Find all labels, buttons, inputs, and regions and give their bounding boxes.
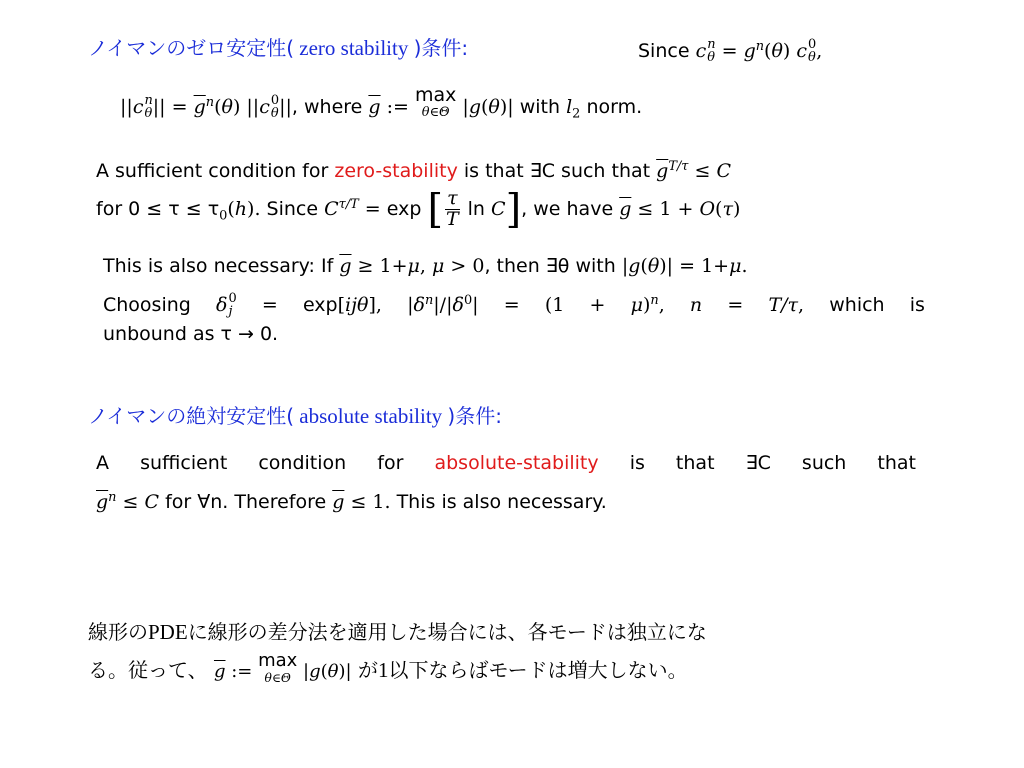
since-formula: Since c n θ = $g^n(\theta)$ c 0 θ ,: [638, 36, 823, 65]
conclusion-line-2: る。従って、 $\overline{g}$ := max θ∈Θ |g(θ)| が1以下ならばモードは増大しない。: [88, 650, 688, 685]
zero-necessary-line-1: This is also necessary: If $\overline{g} \ge 1+\mu$, μ > 0, then ∃θ with |g(θ)| = 1+μ.: [103, 255, 748, 277]
zero-necessary-line-2: Choosing δ 0 j = exp[ijθ], $|\delta^n|/|\delta^0| = (1 + \mu)^n$, n = T/τ, which is: [103, 290, 925, 319]
absolute-stability-highlight: absolute-stability: [434, 452, 599, 474]
absolute-stability-heading: ノイマンの絶対安定性( absolute stability )条件:: [88, 404, 502, 428]
zero-stability-heading: ノイマンのゼロ安定性( zero stability )条件:: [88, 36, 469, 60]
zero-sufficient-line-2: for $0 \le \tau \le \tau_0(h)$. Since $C^{\tau/T} = \exp$ [ $\frac{\tau}{T}$ ln C], we have $\overline{g} \le 1 + O(\tau)$: [96, 186, 741, 233]
absolute-sufficient-line-2: $\overline{g}^n \le C$ for ∀n. Therefore $\overline{g} \le 1$. This is also necessary.: [96, 490, 607, 514]
norm-equation-line: ||c n θ || = $\overline{g}^n(\theta)$ ||c 0 θ ||, where $\overline{g}$ := max θ∈Θ |g(θ)| with $l_2$ norm.: [120, 84, 643, 122]
zero-stability-highlight: zero-stability: [334, 160, 458, 183]
conclusion-line-1: 線形のPDEに線形の差分法を適用した場合には、各モードは独立にな: [88, 620, 707, 644]
zero-necessary-line-3: unbound as τ → 0.: [103, 323, 279, 345]
absolute-sufficient-line-1: A sufficient condition for absolute-stability is that ∃C such that: [96, 452, 916, 474]
zero-sufficient-line-1: A sufficient condition for zero-stability is that ∃C such that $\overline{g}^{T/\tau} \le C$: [96, 159, 731, 183]
